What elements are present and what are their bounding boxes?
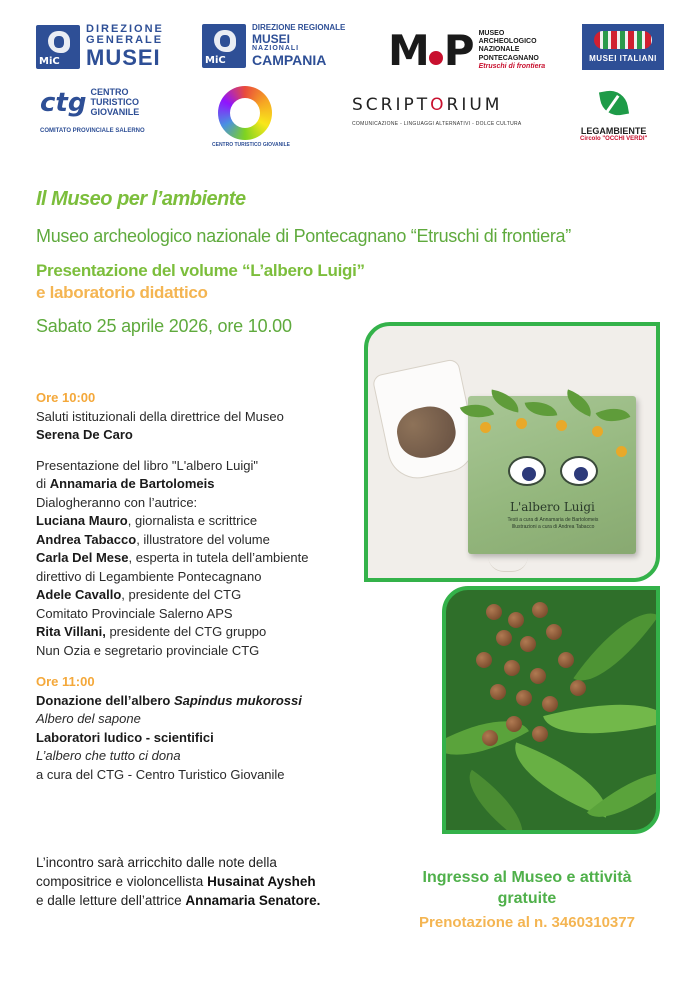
speaker-luciana: Luciana Mauro, giornalista e scrittrice [36,513,258,528]
closing-line1: L’incontro sarà arricchito dalle note della [36,855,277,870]
ctg-gruppo-label: CENTRO TURISTICO GIOVANILE [212,142,290,148]
logo-musei-italiani [582,24,664,70]
soap-tree-label: Albero del sapone [36,711,141,726]
donation-line: Donazione dell’albero Sapindus mukorossi [36,692,302,708]
musei-italiani-icon [594,31,652,49]
lab-title: Laboratori ludico - scientifici [36,729,214,745]
dialogue-intro: Dialogheranno con l’autrice: [36,494,198,510]
ctg-subtitle: COMITATO PROVINCIALE SALERNO [40,128,145,134]
speaker-rita: Rita Villani, presidente del CTG gruppo [36,624,267,639]
map-line5: Etruschi di frontiera [478,62,546,70]
time-1000: Ore 10:00 [36,390,96,405]
logo-museo-pontecagnano [388,26,545,75]
free-entry-notice: Ingresso al Museo e attività gratuite [422,869,632,907]
logo-direzione-generale-musei [36,24,164,69]
closing-line2: compositrice e violoncellista Husainat Aysheh [36,874,316,889]
program-block [36,389,308,784]
mic-logo-icon: MiC [202,24,246,68]
author-prefix: di [36,476,47,491]
book-photo [364,322,660,582]
map-line4: PONTECAGNANO [478,54,539,62]
drm-line3: NAZIONALI [252,45,300,53]
presentation-line2: e laboratorio didattico [36,283,208,302]
booking-phone: Prenotazione al n. 3460310377 [419,914,635,931]
presentation-line1: Presentazione del volume “L’albero Luigi” [36,261,365,280]
logo-ctg-gruppo [218,86,272,140]
drm-line1: DIREZIONE REGIONALE [252,23,346,33]
left-eye-icon [508,456,546,486]
event-date: Sabato 25 aprile 2026, ore 10.00 [36,316,292,336]
closing-text [36,853,320,910]
right-eye-icon [560,456,598,486]
director-name: Serena De Caro [36,427,133,442]
book-subtitle: Testi a cura di Annamaria de Bartolomeis Illustrazioni a cura di Andrea Tabacco [507,517,599,530]
greeting-text: Saluti istituzionali della direttrice del Museo [36,408,284,424]
organizer-line: a cura del CTG - Centro Turistico Giovanile [36,766,285,782]
closing-line3: e dalle letture dell’attrice Annamaria Senatore. [36,893,321,908]
ctg-line3: GIOVANILE [90,106,140,117]
speaker-andrea: Andrea Tabacco, illustratore del volume [36,531,270,547]
scriptorium-subtitle: COMUNICAZIONE - LINGUAGGI ALTERNATIVI - DOLCE CULTURA [352,121,522,127]
speaker-adele-cont: Comitato Provinciale Salerno APS [36,605,233,621]
speaker-adele: Adele Cavallo, presidente del CTG [36,587,242,602]
speaker-rita-cont: Nun Ozia e segretario provinciale CTG [36,642,260,658]
dgm-line2: GENERALE [86,34,164,46]
book-title: L'albero Luigi [510,500,595,514]
museum-subtitle: Museo archeologico nazionale di Pontecagnano “Etruschi di frontiera” [36,226,571,246]
ctg-line1: CENTRO [90,87,129,98]
time-1100: Ore 11:00 [36,674,95,689]
ctg-logo-icon: ctg [40,88,87,118]
speaker-carla: Carla Del Mese, esperta in tutela dell’ambiente [36,550,309,565]
ctg-gruppo-rainbow-icon [218,86,272,140]
dgm-line1: DIREZIONE [86,23,164,35]
drm-line4: CAMPANIA [252,51,327,68]
book-cover [468,396,636,554]
legambiente-name: LEGAMBIENTE [580,126,647,136]
logo-scriptorium: SCRIPTORIUM COMUNICAZIONE - LINGUAGGI ALTERNATIVI - DOLCE CULTURA [352,95,522,127]
lab-subtitle: L’albero che tutto ci dona [36,748,181,763]
musei-italiani-label: MUSEI ITALIANI [589,54,657,63]
logo-legambiente [580,88,647,142]
soapnut-tree-photo [442,586,660,834]
ctg-line2: TURISTICO [90,97,139,108]
map-line2: ARCHEOLOGICO [478,38,537,46]
logo-ctg-salerno [40,88,139,118]
map-line1: MUSEO [478,30,505,38]
drm-line2: MUSEI [252,31,291,46]
map-mark-icon: M P [388,26,473,75]
author-name: Annamaria de Bartolomeis [49,476,215,491]
mic-logo-icon: MiC [36,25,80,69]
seed-bag-icon [372,358,481,484]
legambiente-leaf-icon [597,88,631,118]
legambiente-subtitle: Circolo "OCCHI VERDI" [580,136,648,142]
book-intro: Presentazione del libro "L'albero Luigi" [36,457,259,473]
dgm-line3: MUSEI [86,45,161,70]
logo-direzione-regionale-campania [202,24,345,68]
speaker-carla-cont: direttivo di Legambiente Pontecagnano [36,568,262,584]
page-title: Il Museo per l’ambiente [36,188,246,210]
map-line3: NAZIONALE [478,46,520,54]
bag-string [488,556,528,572]
